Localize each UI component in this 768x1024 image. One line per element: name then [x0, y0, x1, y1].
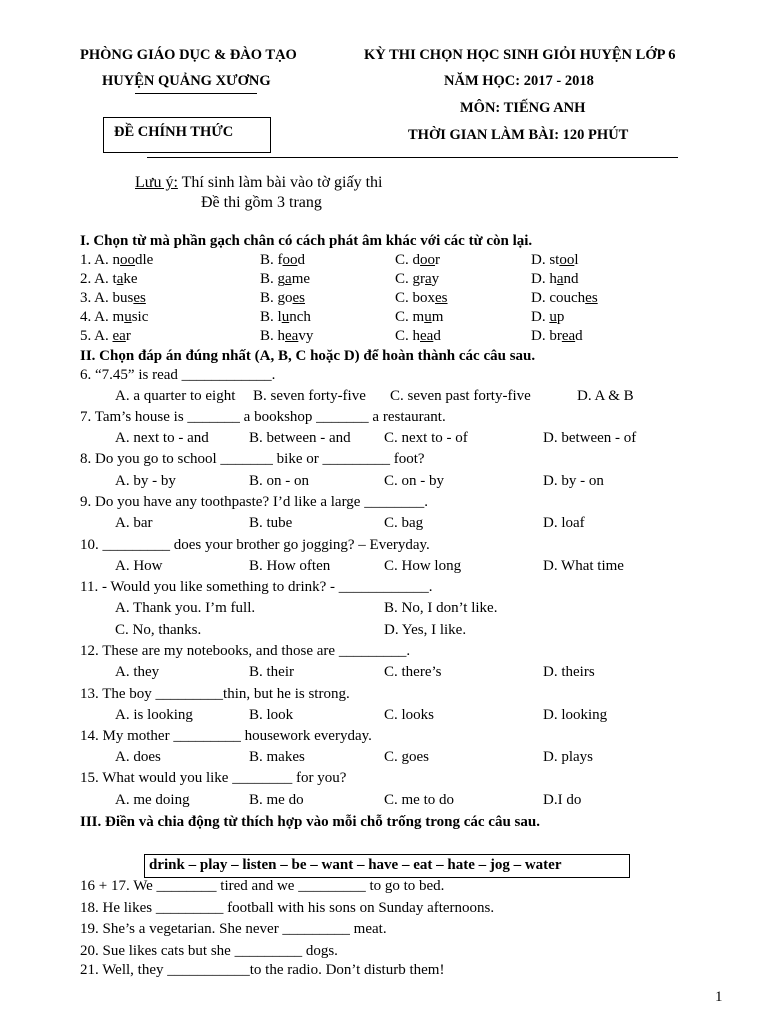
word-part: d — [433, 328, 441, 344]
underlined-sound: u — [424, 309, 432, 325]
q7-option-a: A. next to - and — [115, 430, 209, 446]
word-part: 1. A. n — [80, 252, 121, 268]
item-4-option-a — [80, 309, 148, 326]
item-3-option-a — [80, 290, 146, 307]
q6-option-b: B. seven forty-five — [253, 388, 366, 404]
section1-title: I. Chọn từ mà phần gạch chân có cách phát âm khác với các từ còn lại. — [80, 233, 533, 249]
word-part: D. couch — [531, 290, 586, 306]
word-part: B. l — [260, 309, 282, 325]
word-part: B. g — [260, 271, 286, 287]
underlined-sound: u — [549, 309, 557, 325]
word-box — [144, 854, 630, 878]
q13-option-b: B. look — [249, 707, 294, 723]
word-part: D. st — [531, 252, 560, 268]
word-part: C. box — [395, 290, 436, 306]
word-part: r — [125, 328, 131, 344]
underlined-sound: es — [435, 290, 448, 306]
word-part: 2. A. t — [80, 271, 117, 287]
word-part: y — [431, 271, 440, 287]
item-5-option-b — [260, 328, 313, 345]
question-7: 7. Tam’s house is _______ a bookshop _______ a restaurant. — [80, 409, 446, 425]
question-14: 14. My mother _________ housework everyday. — [80, 728, 372, 744]
word-part: me — [291, 271, 311, 287]
q7-option-c: C. next to - of — [384, 430, 468, 446]
q9-option-c: C. bag — [384, 515, 424, 531]
underlined-sound: ea — [112, 328, 126, 344]
q8-option-c: C. on - by — [384, 473, 444, 489]
item-1-option-d — [531, 252, 579, 269]
question-10: 10. _________ does your brother go jogging? – Everyday. — [80, 537, 430, 553]
fill-line-20: 20. Sue likes cats but she _________ dogs. — [80, 943, 338, 959]
q11-option-d: D. Yes, I like. — [384, 622, 467, 638]
question-6: 6. “7.45” is read ____________. — [80, 367, 276, 383]
question-9: 9. Do you have any toothpaste? I’d like a large ________. — [80, 494, 428, 510]
q6-option-d: D. A & B — [577, 388, 634, 404]
q10-option-d: D. What time — [543, 558, 624, 574]
underlined-sound: oo — [559, 252, 575, 268]
item-1-option-c — [395, 252, 440, 269]
q8-option-b: B. on - on — [249, 473, 309, 489]
word-part: 3. A. bus — [80, 290, 134, 306]
q7-option-d: D. between - of — [543, 430, 637, 446]
item-1-option-b — [260, 252, 305, 269]
word-part: D. h — [531, 271, 557, 287]
item-2-option-a — [80, 271, 138, 288]
header-divider — [147, 157, 678, 158]
section3-title: III. Điền và chia động từ thích hợp vào mỗi chỗ trống trong các câu sau. — [80, 814, 540, 830]
question-11: 11. - Would you like something to drink? - ____________. — [80, 579, 433, 595]
underlined-sound: es — [292, 290, 306, 306]
word-part: 5. A. — [80, 328, 113, 344]
q9-option-a: A. bar — [115, 515, 153, 531]
item-3-option-d — [531, 290, 598, 307]
word-part: C. gr — [395, 271, 425, 287]
q15-option-d: D.I do — [543, 792, 582, 808]
q14-option-d: D. plays — [543, 749, 593, 765]
word-part: D. — [531, 309, 550, 325]
underlined-sound: a — [425, 271, 432, 287]
item-4-option-b — [260, 309, 311, 326]
subject: MÔN: TIẾNG ANH — [460, 100, 586, 116]
q11-option-b: B. No, I don’t like. — [384, 600, 498, 616]
word-part: B. go — [260, 290, 293, 306]
q12-option-d: D. theirs — [543, 664, 595, 680]
word-part: B. f — [260, 252, 283, 268]
q11-option-a: A. Thank you. I’m full. — [115, 600, 256, 616]
word-part: d — [575, 328, 583, 344]
underlined-sound: oo — [420, 252, 436, 268]
word-part: dle — [135, 252, 154, 268]
underlined-sound: a — [556, 271, 564, 287]
item-4-option-c — [395, 309, 443, 326]
q15-option-a: A. me doing — [115, 792, 190, 808]
word-part: nch — [289, 309, 311, 325]
word-part: vy — [298, 328, 314, 344]
word-box-text: drink – play – listen – be – want – have – eat – hate – jog – water — [149, 857, 562, 873]
word-part: 4. A. m — [80, 309, 125, 325]
word-part: ke — [123, 271, 138, 287]
question-8: 8. Do you go to school _______ bike or _________ foot? — [80, 451, 425, 467]
item-2-option-d — [531, 271, 579, 288]
underlined-sound: es — [585, 290, 598, 306]
item-2-option-c — [395, 271, 439, 288]
exam-title: KỲ THI CHỌN HỌC SINH GIỎI HUYỆN LỚP 6 — [364, 47, 676, 63]
fill-line-18: 18. He likes _________ football with his sons on Sunday afternoons. — [80, 900, 495, 916]
q12-option-a: A. they — [115, 664, 160, 680]
q6-option-a: A. a quarter to eight — [115, 388, 236, 404]
page-number: 1 — [715, 989, 723, 1005]
note-text1: Thí sinh làm bài vào tờ giấy thi — [181, 174, 383, 191]
q10-option-b: B. How often — [249, 558, 331, 574]
section2-title: II. Chọn đáp án đúng nhất (A, B, C hoặc D) để hoàn thành các câu sau. — [80, 348, 536, 364]
word-part: p — [556, 309, 565, 325]
q9-option-d: D. loaf — [543, 515, 585, 531]
q7-option-b: B. between - and — [249, 430, 351, 446]
district-title: HUYỆN QUẢNG XƯƠNG — [102, 73, 271, 89]
question-13: 13. The boy _________thin, but he is strong. — [80, 686, 350, 702]
item-5-option-c — [395, 328, 441, 345]
underlined-sound: a — [116, 271, 124, 287]
q10-option-c: C. How long — [384, 558, 462, 574]
note-label: Lưu ý: — [135, 174, 178, 191]
fill-line-16-17: 16 + 17. We ________ tired and we _________ to go to bed. — [80, 878, 445, 894]
note-line1 — [135, 174, 382, 192]
word-part: C. m — [395, 309, 425, 325]
underlined-sound: oo — [282, 252, 298, 268]
official-exam-label: ĐỀ CHÍNH THỨC — [114, 124, 234, 140]
question-12: 12. These are my notebooks, and those are _________. — [80, 643, 411, 659]
word-part: d — [297, 252, 305, 268]
underlined-sound: u — [281, 309, 290, 325]
word-part: D. br — [531, 328, 562, 344]
q9-option-b: B. tube — [249, 515, 293, 531]
school-year: NĂM HỌC: 2017 - 2018 — [444, 73, 594, 89]
word-part: l — [574, 252, 579, 268]
q14-option-c: C. goes — [384, 749, 429, 765]
q8-option-d: D. by - on — [543, 473, 604, 489]
question-15: 15. What would you like ________ for you? — [80, 770, 347, 786]
q10-option-a: A. How — [115, 558, 163, 574]
fill-line-21: 21. Well, they ___________to the radio. Don’t disturb them! — [80, 962, 445, 978]
q6-option-c: C. seven past forty-five — [390, 388, 531, 404]
underlined-sound: ea — [561, 328, 576, 344]
q13-option-d: D. looking — [543, 707, 608, 723]
item-1-option-a — [80, 252, 153, 269]
word-part: sic — [131, 309, 149, 325]
underlined-sound: oo — [120, 252, 136, 268]
underlined-sound: ea — [285, 328, 299, 344]
note-line2: Đề thi gồm 3 trang — [201, 194, 322, 211]
word-part: r — [435, 252, 441, 268]
underlined-sound: u — [124, 309, 132, 325]
district-underline — [135, 93, 257, 94]
time-limit: THỜI GIAN LÀM BÀI: 120 PHÚT — [408, 127, 629, 143]
item-2-option-b — [260, 271, 310, 288]
item-4-option-d — [531, 309, 564, 326]
word-part: C. d — [395, 252, 421, 268]
item-5-option-a — [80, 328, 131, 345]
item-5-option-d — [531, 328, 583, 345]
q14-option-b: B. makes — [249, 749, 305, 765]
q13-option-c: C. looks — [384, 707, 435, 723]
q13-option-a: A. is looking — [115, 707, 193, 723]
item-3-option-b — [260, 290, 305, 307]
item-3-option-c — [395, 290, 448, 307]
q15-option-b: B. me do — [249, 792, 304, 808]
official-exam-box — [103, 117, 271, 153]
underlined-sound: a — [285, 271, 292, 287]
word-part: m — [431, 309, 444, 325]
department-title: PHÒNG GIÁO DỤC & ĐÀO TẠO — [80, 47, 297, 63]
q8-option-a: A. by - by — [115, 473, 176, 489]
q11-option-c: C. No, thanks. — [115, 622, 202, 638]
fill-line-19: 19. She’s a vegetarian. She never _________ meat. — [80, 921, 387, 937]
word-part: B. h — [260, 328, 286, 344]
q15-option-c: C. me to do — [384, 792, 454, 808]
word-part: C. h — [395, 328, 421, 344]
q12-option-b: B. their — [249, 664, 294, 680]
word-part: nd — [563, 271, 579, 287]
q12-option-c: C. there’s — [384, 664, 442, 680]
underlined-sound: ea — [420, 328, 434, 344]
underlined-sound: es — [133, 290, 146, 306]
q14-option-a: A. does — [115, 749, 161, 765]
